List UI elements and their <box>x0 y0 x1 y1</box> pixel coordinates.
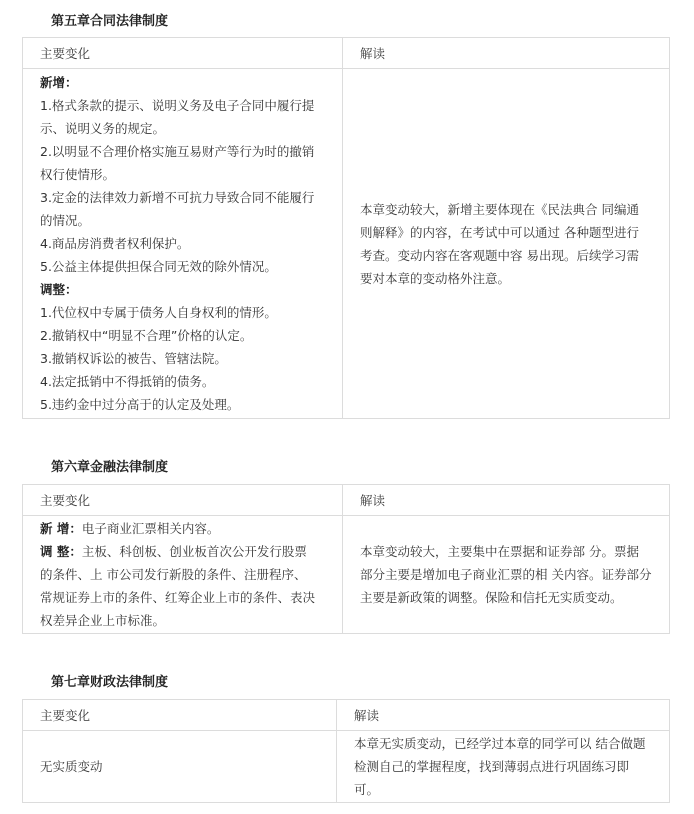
adjust-line: 2.撤销权中“明显不合理”价格的认定。 <box>40 328 253 343</box>
col-header-interp: 解读 <box>343 38 670 69</box>
table-row <box>23 69 670 419</box>
table-header-row <box>23 38 670 69</box>
add-label: 新 增： <box>40 521 82 536</box>
interp-line: 可。 <box>354 782 380 797</box>
change-text: 无实质变动 <box>40 759 103 774</box>
adjust-line: 常规证券上市的条件、红筹企业上市的条件、表决 <box>40 590 316 605</box>
add-line: 2.以明显不合理价格实施互易财产等行为时的撤销 <box>40 144 315 159</box>
add-line: 权行使情形。 <box>40 167 116 182</box>
interp-line: 要对本章的变动格外注意。 <box>360 270 511 286</box>
add-line: 1.格式条款的提示、说明义务及电子合同中履行提 <box>40 98 315 113</box>
table-row <box>23 516 670 634</box>
adjust-label: 调 整： <box>40 544 82 559</box>
chapter7-title: 第七章财政法律制度 <box>51 675 169 690</box>
interp-line: 则解释》的内容，在考试中可以通过 各种题型进行 <box>360 224 639 240</box>
add-text: 电子商业汇票相关内容。 <box>81 521 220 536</box>
add-line: 3.定金的法律效力新增不可抗力导致合同不能履行 <box>40 190 315 205</box>
interp-line: 主要是新政策的调整。保险和信托无实质变动。 <box>360 590 623 605</box>
adjust-line: 4.法定抵销中不得抵销的债务。 <box>40 374 215 389</box>
table-header-row <box>23 485 670 516</box>
col-header-change: 主要变化 <box>23 38 343 69</box>
chapter6-title: 第六章金融法律制度 <box>51 460 169 475</box>
adjust-label: 调整： <box>40 282 78 297</box>
col-header-change: 主要变化 <box>23 700 337 731</box>
add-line: 4.商品房消费者权利保护。 <box>40 236 190 251</box>
add-line: 5.公益主体提供担保合同无效的除外情况。 <box>40 259 277 274</box>
table-header-row <box>23 700 670 731</box>
add-label: 新增： <box>40 75 78 90</box>
col-header-interp: 解读 <box>337 700 670 731</box>
changes-cell <box>23 69 343 419</box>
chapter5-title: 第五章合同法律制度 <box>51 14 169 29</box>
col-header-interp: 解读 <box>343 485 670 516</box>
adjust-line: 权差异企业上市标准。 <box>40 613 166 628</box>
col-header-change: 主要变化 <box>23 485 343 516</box>
interp-line: 部分主要是增加电子商业汇票的相 关内容。证券部分 <box>360 567 652 582</box>
adjust-line: 的条件、上 市公司发行新股的条件、注册程序、 <box>40 567 307 582</box>
add-line: 示、说明义务的规定。 <box>40 121 166 136</box>
chapter7-table <box>22 699 670 803</box>
interp-line: 考查。变动内容在客观题中容 易出现。后续学习需 <box>360 247 639 263</box>
interp-line: 本章变动较大，主要集中在票据和证券部 分。票据 <box>360 544 639 559</box>
chapter6-table <box>22 484 670 634</box>
interp-line: 本章无实质变动，已经学过本章的同学可以 结合做题 <box>354 736 646 751</box>
adjust-text: 主板、科创板、创业板首次公开发行股票 <box>81 544 307 559</box>
changes-cell <box>23 516 343 634</box>
interp-line: 检测自己的掌握程度，找到薄弱点进行巩固练习即 <box>354 759 630 774</box>
table-row <box>23 731 670 803</box>
adjust-line: 5.违约金中过分高于的认定及处理。 <box>40 397 240 412</box>
adjust-line: 3.撤销权诉讼的被告、管辖法院。 <box>40 351 227 366</box>
chapter5-table <box>22 37 670 419</box>
add-line: 的情况。 <box>40 213 91 228</box>
adjust-line: 1.代位权中专属于债务人自身权利的情形。 <box>40 305 277 320</box>
interp-cell <box>337 731 670 803</box>
interp-line: 本章变动较大，新增主要体现在《民法典合 同编通 <box>360 201 639 217</box>
changes-cell <box>23 731 337 803</box>
interp-cell <box>343 69 670 419</box>
interp-cell <box>343 516 670 634</box>
